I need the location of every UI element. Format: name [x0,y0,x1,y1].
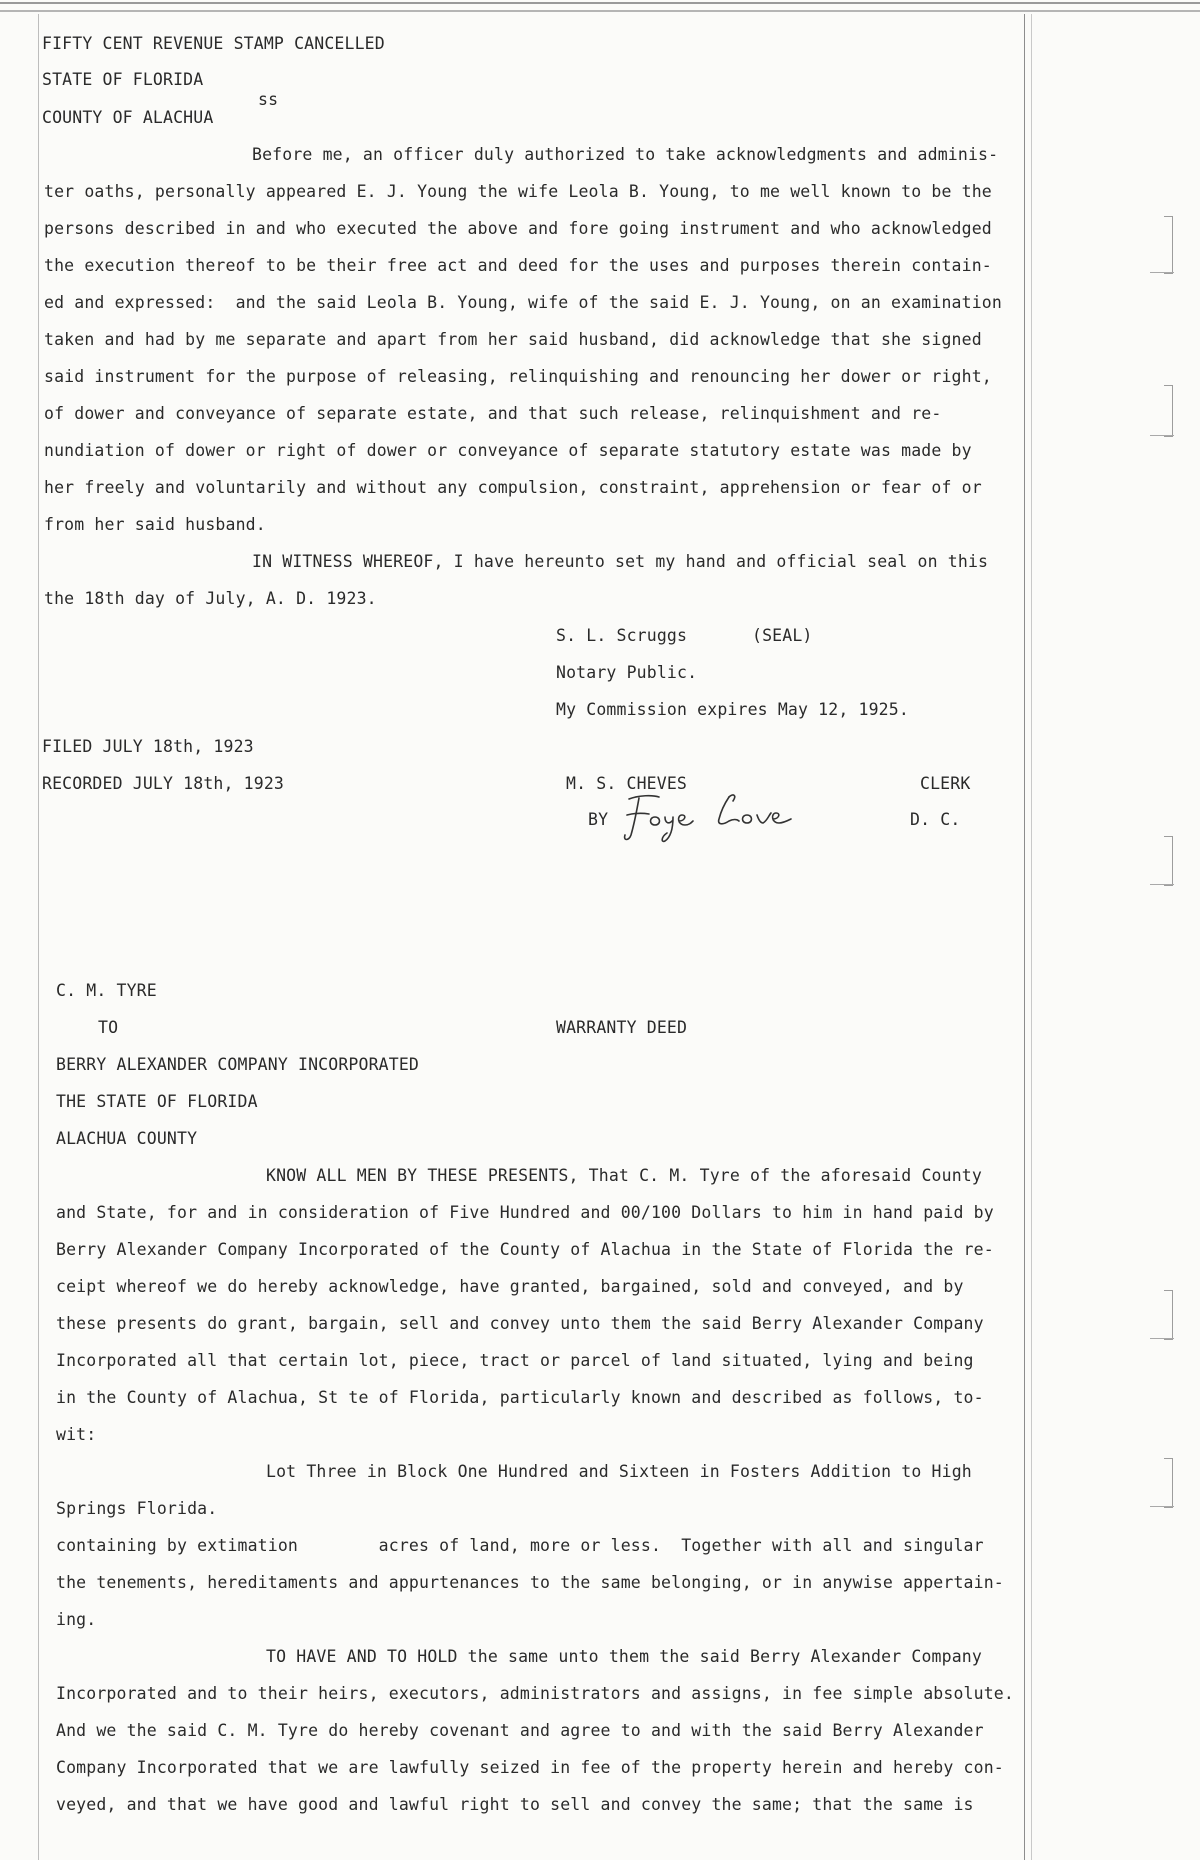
clerk-name: M. S. CHEVES [566,774,688,793]
binder-bracket [1164,1458,1173,1508]
ss-mark: ss [258,90,279,109]
page-top-border-secondary [0,10,1200,12]
deed-body-line: ceipt whereof we do hereby acknowledge, have granted, bargained, sold and conveyed, and by [56,1277,964,1296]
state-heading: STATE OF FLORIDA [42,70,204,89]
habendum-line: veyed, and that we have good and lawful right to sell and convey the same; that the same is [56,1795,974,1814]
grantee-name: BERRY ALEXANDER COMPANY INCORPORATED [56,1055,420,1074]
containing-line: containing by extimation acres of land, more or less. Together with all and singular [56,1536,984,1555]
habendum-line: And we the said C. M. Tyre do hereby covenant and agree to and with the said Berry Alexander [56,1721,984,1740]
body-line: of dower and conveyance of separate estate, and that such release, relinquishment and re- [44,404,942,423]
binder-bracket-foot [1150,435,1174,436]
containing-line: the tenements, hereditaments and appurtenances to the same belonging, or in anywise appertain- [56,1573,1004,1592]
deed-type-heading: WARRANTY DEED [556,1018,688,1037]
deed-body-line: these presents do grant, bargain, sell and convey unto them the said Berry Alexander Company [56,1314,984,1333]
binder-bracket-foot [1150,1338,1174,1339]
by-label: BY [588,810,609,829]
body-line: ed and expressed: and the said Leola B. Young, wife of the said E. J. Young, on an examination [44,293,1002,312]
commission-expiry: My Commission expires May 12, 1925. [556,700,909,719]
body-line: the execution thereof to be their free act and deed for the uses and purposes therein contain- [44,256,992,275]
grantor-name: C. M. TYRE [56,981,157,1000]
deed-body-line: KNOW ALL MEN BY THESE PRESENTS, That C. M. Tyre of the aforesaid County [266,1166,982,1185]
witness-line: IN WITNESS WHEREOF, I have hereunto set my hand and official seal on this [252,552,989,571]
deed-state-heading: THE STATE OF FLORIDA [56,1092,258,1111]
county-heading: COUNTY OF ALACHUA [42,108,214,127]
deed-body-line: in the County of Alachua, St te of Florida, particularly known and described as follows, to- [56,1388,984,1407]
habendum-line: TO HAVE AND TO HOLD the same unto them the said Berry Alexander Company [266,1647,982,1666]
binder-bracket [1164,836,1173,886]
binder-bracket-foot [1150,272,1174,273]
witness-date-line: the 18th day of July, A. D. 1923. [44,589,377,608]
deputy-clerk-label: D. C. [910,810,961,829]
body-line: Before me, an officer duly authorized to take acknowledgments and adminis- [252,145,999,164]
notary-name: S. L. Scruggs [556,626,688,645]
handwritten-signature [615,787,830,843]
right-margin-rule-secondary [1031,14,1032,1860]
page-top-border [0,2,1200,4]
body-line: her freely and voluntarily and without any compulsion, constraint, apprehension or fear of or [44,478,982,497]
deed-body-line: Incorporated all that certain lot, piece, tract or parcel of land situated, lying and being [56,1351,974,1370]
notary-title: Notary Public. [556,663,698,682]
clerk-title: CLERK [920,774,971,793]
deed-body-line: and State, for and in consideration of Five Hundred and 00/100 Dollars to him in hand paid by [56,1203,994,1222]
binder-bracket [1164,216,1173,274]
body-line: taken and had by me separate and apart from her said husband, did acknowledge that she signed [44,330,982,349]
body-line: said instrument for the purpose of releasing, relinquishing and renouncing her dower or right, [44,367,992,386]
binder-bracket-foot [1150,884,1174,885]
revenue-stamp-line: FIFTY CENT REVENUE STAMP CANCELLED [42,34,385,53]
recorded-date: RECORDED JULY 18th, 1923 [42,774,285,793]
binder-bracket [1164,1290,1173,1340]
filed-date: FILED JULY 18th, 1923 [42,737,254,756]
deed-county-heading: ALACHUA COUNTY [56,1129,198,1148]
left-margin-rule [38,14,39,1860]
habendum-line: Company Incorporated that we are lawfully seized in fee of the property herein and hereby con- [56,1758,1004,1777]
lot-description-line: Springs Florida. [56,1499,218,1518]
lot-description-line: Lot Three in Block One Hundred and Sixteen in Fosters Addition to High [266,1462,972,1481]
deed-body-line: wit: [56,1425,97,1444]
deed-body-line: Berry Alexander Company Incorporated of the County of Alachua in the State of Florida the re- [56,1240,994,1259]
notary-seal-label: (SEAL) [752,626,813,645]
body-line: from her said husband. [44,515,266,534]
to-label: TO [98,1018,119,1037]
body-line: nundiation of dower or right of dower or conveyance of separate statutory estate was made by [44,441,972,460]
body-line: ter oaths, personally appeared E. J. Young the wife Leola B. Young, to me well known to be the [44,182,992,201]
containing-line: ing. [56,1610,97,1629]
right-margin-rule [1024,14,1025,1860]
body-line: persons described in and who executed the above and fore going instrument and who acknowledged [44,219,992,238]
habendum-line: Incorporated and to their heirs, executors, administrators and assigns, in fee simple absolute. [56,1684,1014,1703]
binder-bracket-foot [1150,1506,1174,1507]
binder-bracket [1164,385,1173,437]
